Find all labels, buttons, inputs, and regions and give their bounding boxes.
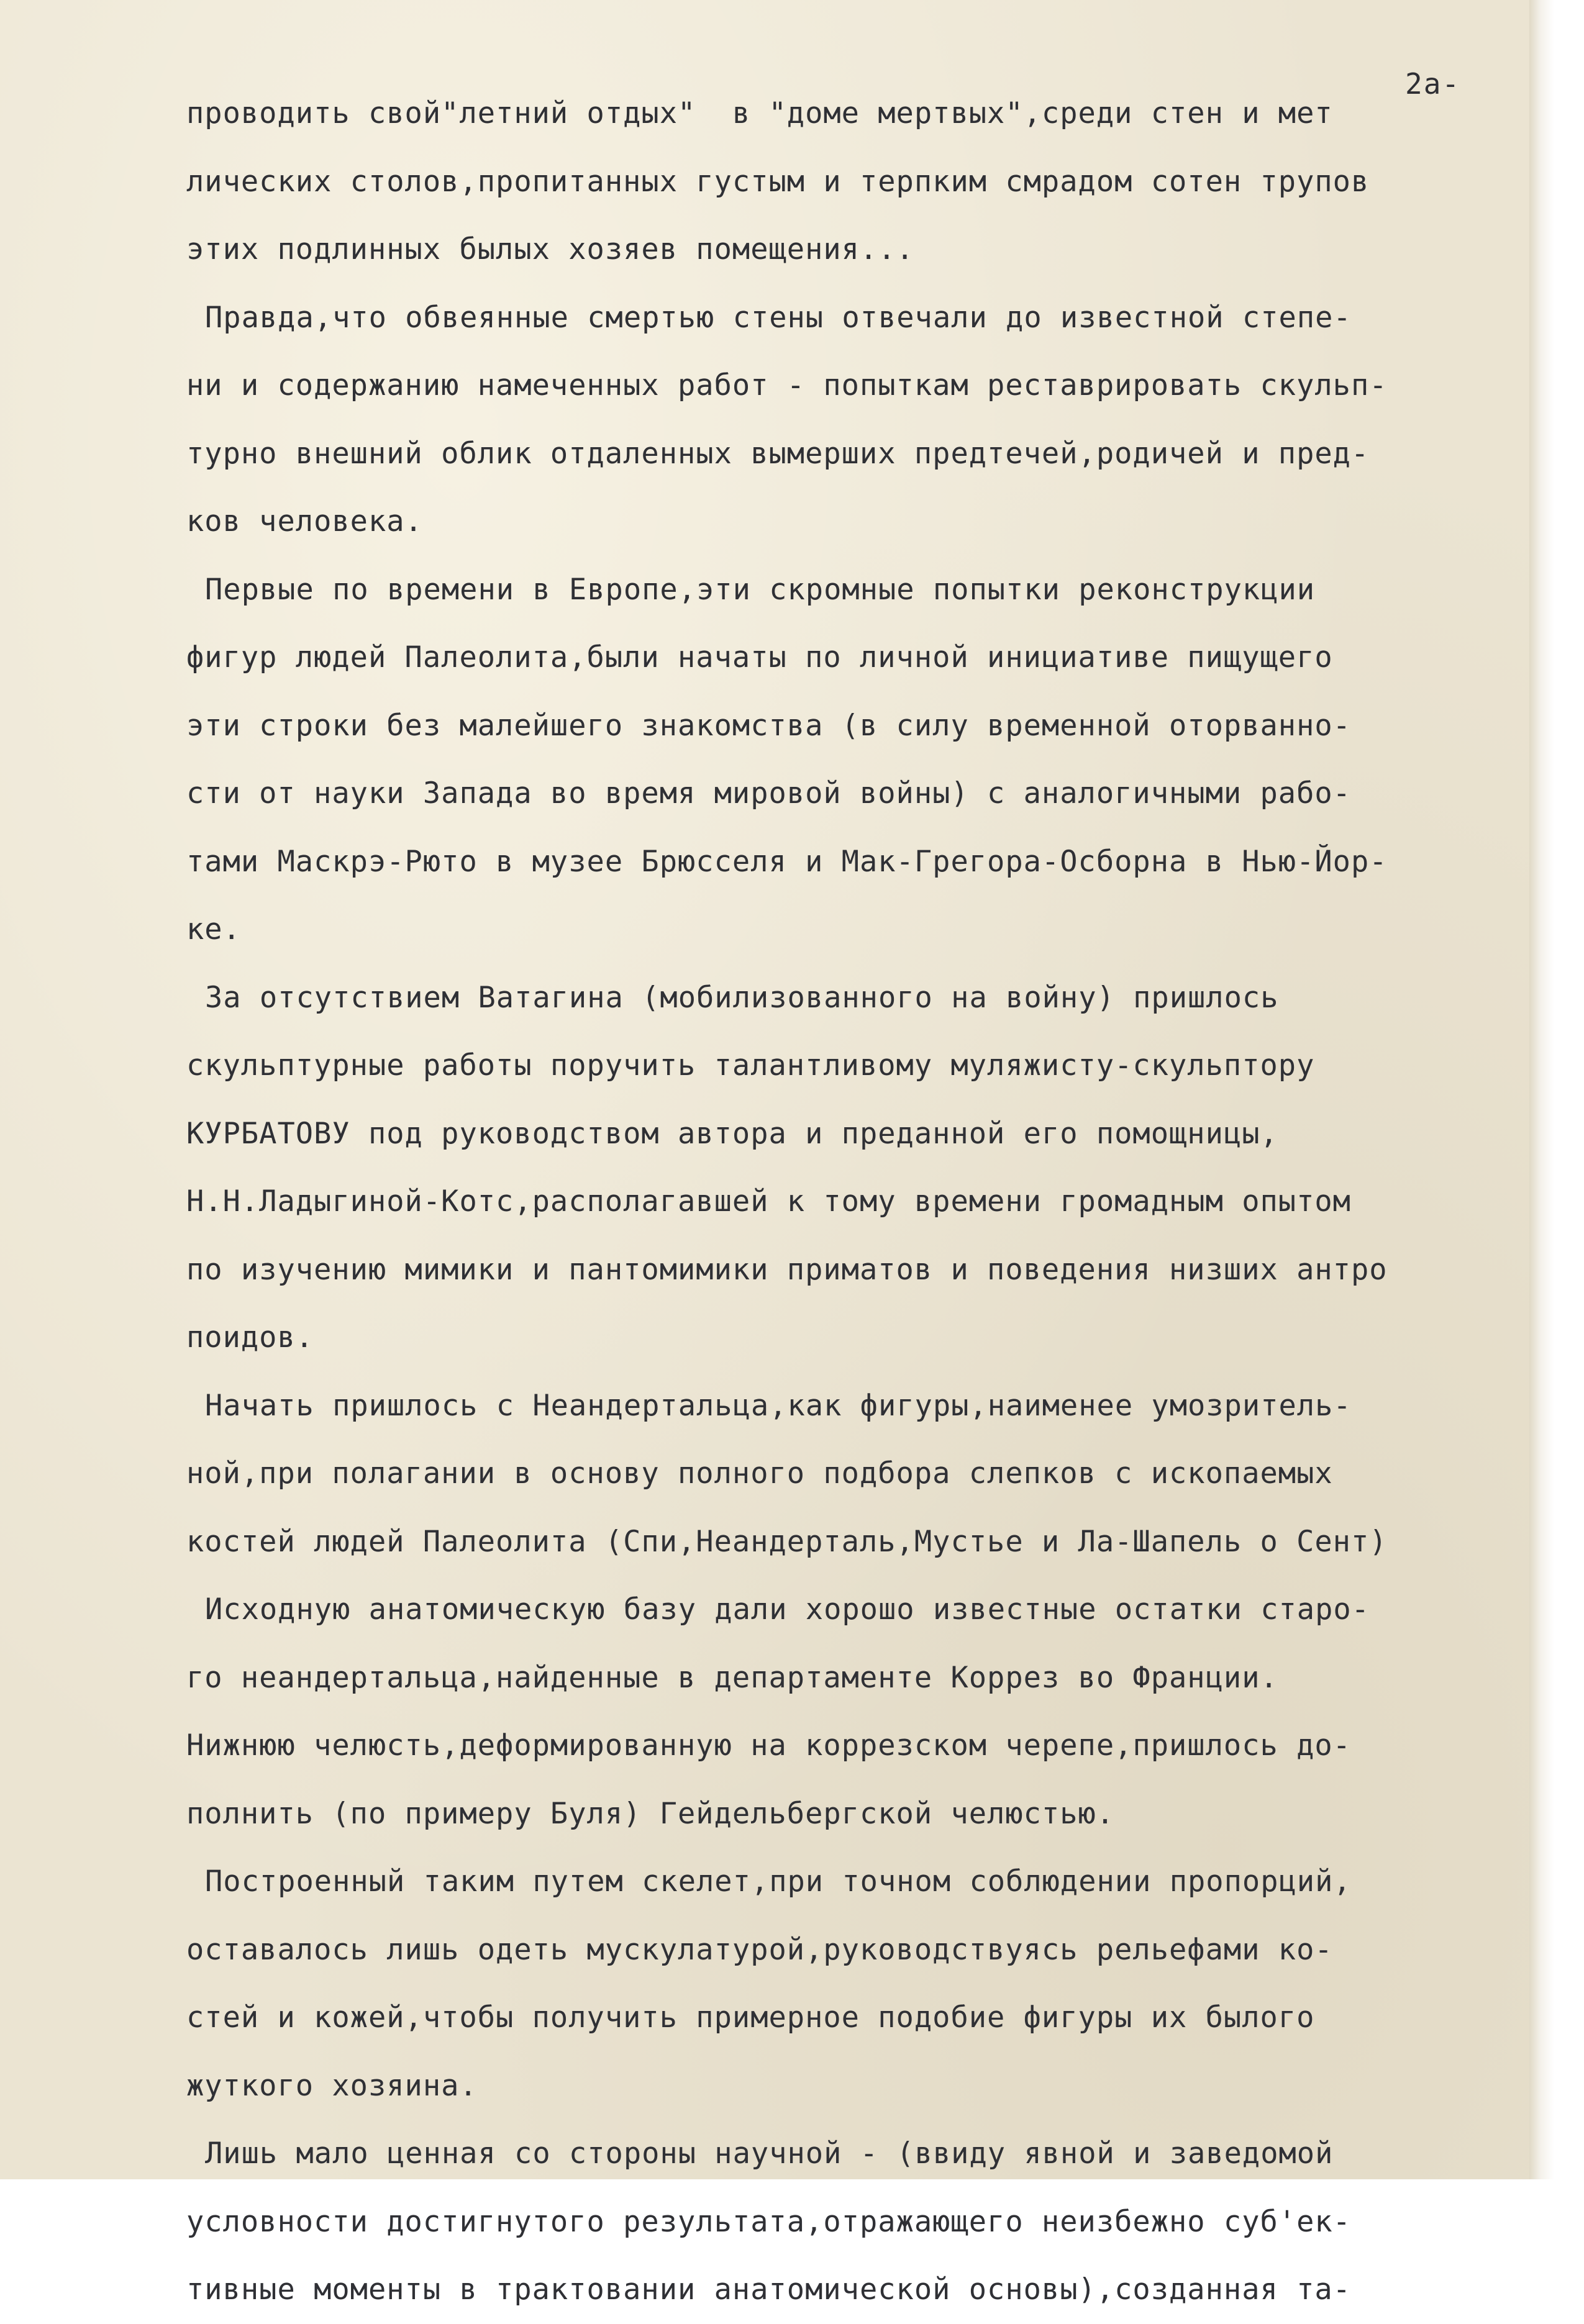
- text-line: турно внешний облик отдаленных вымерших предтечей,родичей и пред-: [186, 436, 1370, 471]
- text-line: За отсутствием Ватагина (мобилизованного на войну) пришлось: [205, 980, 1279, 1015]
- text-line: поидов.: [186, 1320, 314, 1355]
- scan-margin: [1529, 0, 1584, 2179]
- text-line: го неандертальца,найденные в департаменте Коррез во Франции.: [186, 1660, 1278, 1695]
- page-number: 2а-: [1405, 67, 1461, 101]
- text-line: ке.: [186, 912, 241, 946]
- text-line: Исходную анатомическую базу дали хорошо известные остатки старо-: [205, 1592, 1370, 1627]
- text-line: фигур людей Палеолита,были начаты по личной инициативе пищущего: [186, 640, 1333, 674]
- text-line: по изучению мимики и пантомимики приматов и поведения низших антро: [186, 1252, 1388, 1287]
- text-line: скульптурные работы поручить талантливому муляжисту-скульптору: [186, 1048, 1315, 1083]
- text-line: стей и кожей,чтобы получить примерное подобие фигуры их былого: [186, 2000, 1315, 2035]
- text-line: Начать пришлось с Неандертальца,как фигуры,наименее умозритель-: [205, 1388, 1352, 1423]
- text-line: этих подлинных былых хозяев помещения...: [186, 232, 914, 266]
- text-line: Нижнюю челюсть,деформированную на коррезском черепе,пришлось до-: [186, 1728, 1351, 1763]
- text-line: Н.Н.Ладыгиной-Котс,располагавшей к тому времени громадным опытом: [186, 1184, 1351, 1219]
- text-line: жуткого хозяина.: [186, 2068, 478, 2103]
- text-line: КУРБАТОВУ под руководством автора и преданной его помощницы,: [186, 1116, 1278, 1151]
- text-line: полнить (по примеру Буля) Гейдельбергской челюстью.: [186, 1796, 1115, 1831]
- text-line: сти от науки Запада во время мировой войны) с аналогичными рабо-: [186, 776, 1351, 810]
- text-line: Первые по времени в Европе,эти скромные попытки реконструкции: [205, 572, 1316, 607]
- text-line: Правда,что обвеянные смертью стены отвечали до известной степе-: [205, 300, 1352, 335]
- text-line: Лишь мало ценная со стороны научной - (ввиду явной и заведомой: [205, 2136, 1334, 2171]
- text-line: ной,при полагании в основу полного подбора слепков с ископаемых: [186, 1456, 1333, 1491]
- body-text: [186, 79, 1553, 2324]
- text-line: ков человека.: [186, 504, 423, 538]
- text-line: костей людей Палеолита (Спи,Неандерталь,Мустье и Ла-Шапель о Сент): [186, 1524, 1388, 1559]
- text-line: оставалось лишь одеть мускулатурой,руководствуясь рельефами ко-: [186, 1932, 1333, 1967]
- text-line: тами Маскрэ-Рюто в музее Брюсселя и Мак-Грегора-Осборна в Нью-Йор-: [186, 844, 1388, 879]
- text-line: проводить свой"летний отдых" в "доме мертвых",среди стен и мет: [186, 96, 1333, 130]
- text-line: лических столов,пропитанных густым и терпким смрадом сотен трупов: [186, 164, 1370, 199]
- text-line: ни и содержанию намеченных работ - попыткам реставрировать скульп-: [186, 368, 1388, 402]
- text-line: Построенный таким путем скелет,при точном соблюдении пропорций,: [205, 1864, 1352, 1899]
- text-line: эти строки без малейшего знакомства (в силу временной оторванно-: [186, 708, 1351, 743]
- text-line: условности достигнутого результата,отражающего неизбежно суб'ек-: [186, 2204, 1351, 2239]
- text-line: тивные моменты в трактовании анатомической основы),созданная та-: [186, 2272, 1351, 2307]
